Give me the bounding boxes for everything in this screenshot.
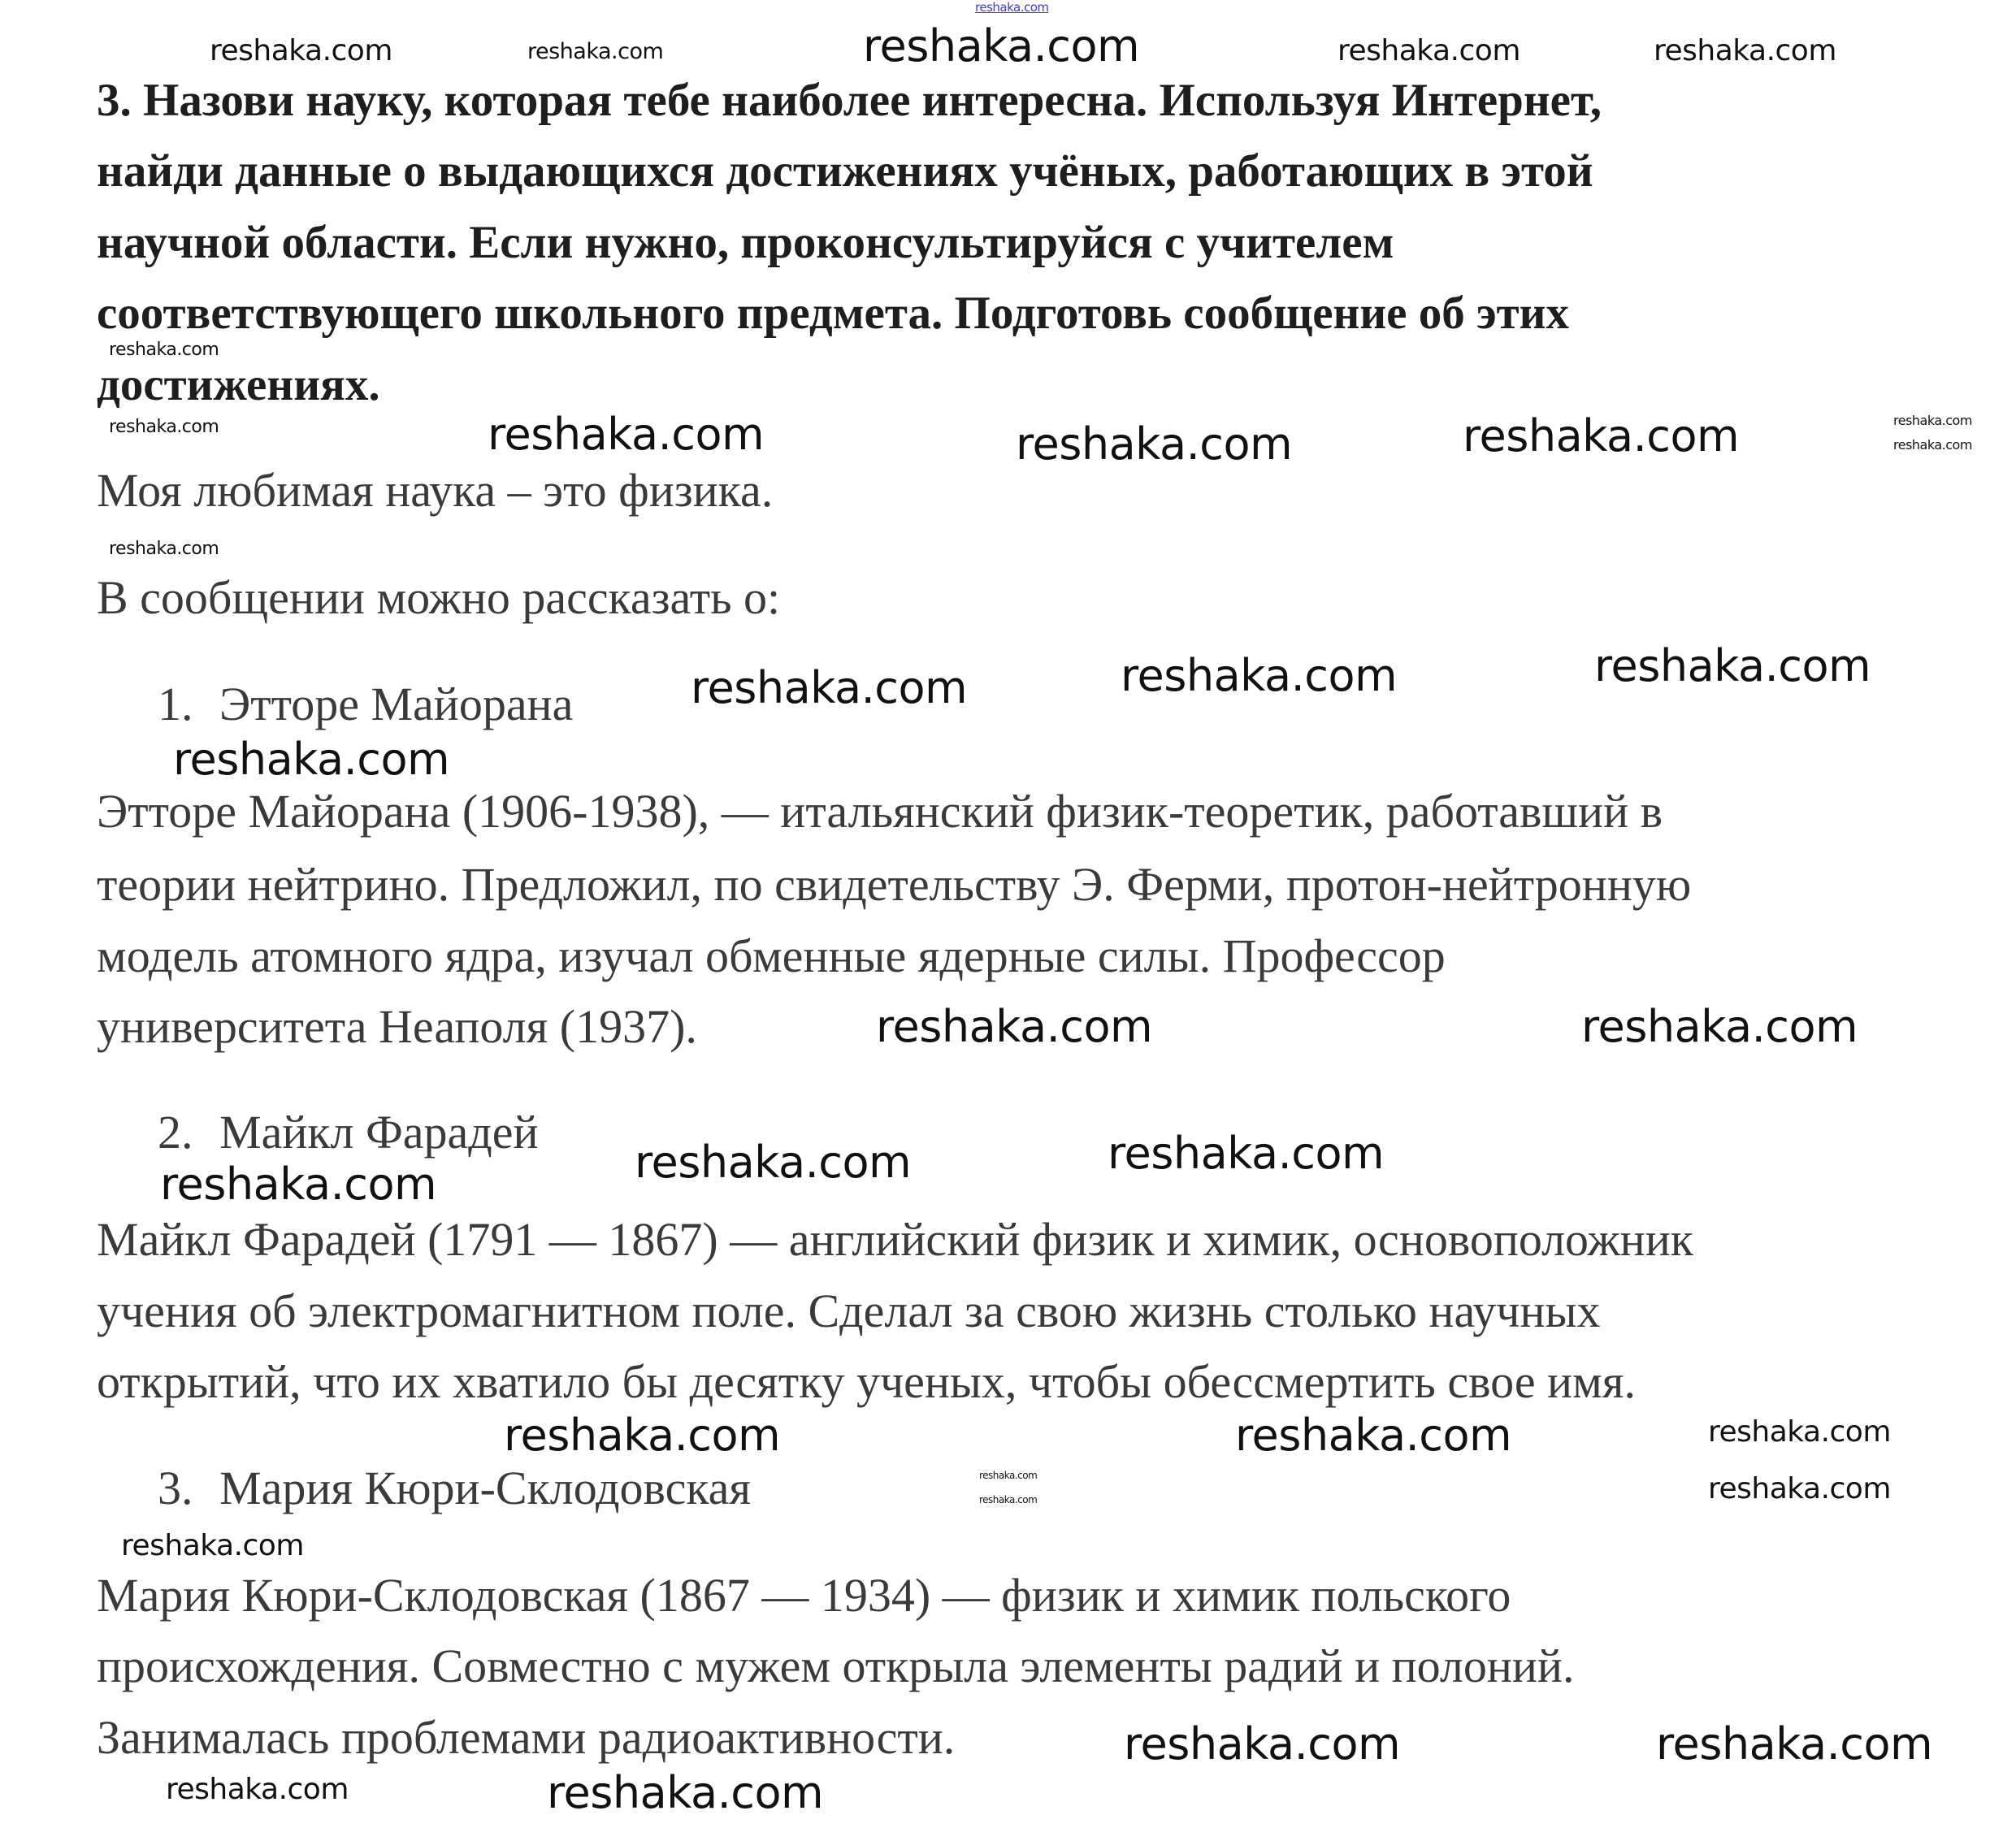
paragraph-line: Этторе Майорана (1906-1938), — итальянский физик-теоретик, работавший в [97,785,1663,838]
watermark: reshaka.com [121,1529,304,1562]
watermark: reshaka.com [109,417,219,437]
watermark: reshaka.com [979,1494,1038,1505]
watermark-link[interactable]: reshaka.com [975,0,1049,15]
paragraph-line: учения об электромагнитном поле. Сделал за свою жизнь столько научных [97,1284,1601,1337]
watermark: reshaka.com [109,340,219,360]
list-item-name: Мария Кюри-Склодовская [219,1462,752,1514]
watermark: reshaka.com [1893,413,1972,428]
intro-text: Моя любимая наука – это физика. [97,464,774,517]
task-line: 3. Назови науку, которая тебе наиболее интересна. Используя Интернет, [97,75,1602,126]
watermark: reshaka.com [109,539,219,559]
paragraph-line: Майкл Фарадей (1791 — 1867) — английский физик и химик, основоположник [97,1213,1693,1266]
watermark: reshaka.com [635,1137,912,1188]
list-number: 2. [158,1106,193,1159]
watermark: reshaka.com [1654,34,1836,67]
watermark: reshaka.com [1108,1128,1385,1179]
paragraph-line: модель атомного ядра, изучал обменные ядерные силы. Профессор [97,929,1446,982]
watermark: reshaka.com [1708,1415,1891,1449]
watermark: reshaka.com [1121,650,1398,701]
paragraph-line: Занималась проблемами радиоактивности. [97,1711,956,1764]
paragraph-line: Мария Кюри-Склодовская (1867 — 1934) — физик и химик польского [97,1569,1511,1622]
watermark: reshaka.com [876,1001,1153,1052]
task-line: достижениях. [97,359,380,410]
watermark: reshaka.com [1235,1410,1512,1461]
lead-text: В сообщении можно рассказать о: [97,571,781,624]
list-item-name: Майкл Фарадей [219,1106,539,1159]
watermark: reshaka.com [1594,640,1871,691]
paragraph-line: теории нейтрино. Предложил, по свидетельству Э. Ферми, протон-нейтронную [97,858,1692,911]
watermark: reshaka.com [173,734,450,785]
watermark: reshaka.com [1337,34,1520,67]
watermark: reshaka.com [691,662,968,713]
paragraph-line: открытий, что их хватило бы десятку ученых, чтобы обессмертить свое имя. [97,1355,1636,1408]
paragraph-line: происхождения. Совместно с мужем открыла элементы радий и полоний. [97,1640,1575,1692]
task-line: найди данные о выдающихся достижениях учёных, работающих в этой [97,145,1593,197]
watermark: reshaka.com [1708,1472,1891,1505]
watermark: reshaka.com [1581,1001,1858,1052]
list-number: 1. [158,678,193,730]
watermark: reshaka.com [160,1159,437,1210]
list-item-name: Этторе Майорана [219,678,574,730]
watermark: reshaka.com [166,1773,349,1806]
task-line: научной области. Если нужно, проконсультируйся с учителем [97,217,1394,268]
watermark: reshaka.com [210,34,392,67]
watermark: reshaka.com [1124,1718,1401,1770]
watermark: reshaka.com [1893,437,1972,453]
list-number: 3. [158,1462,193,1514]
watermark: reshaka.com [547,1767,824,1818]
watermark: reshaka.com [1656,1718,1933,1770]
watermark: reshaka.com [527,39,664,64]
watermark: reshaka.com [979,1470,1038,1481]
watermark: reshaka.com [504,1410,781,1461]
watermark: reshaka.com [488,409,765,460]
paragraph-line: университета Неаполя (1937). [97,1000,697,1053]
watermark: reshaka.com [863,20,1140,71]
watermark: reshaka.com [1016,418,1293,470]
watermark: reshaka.com [1463,410,1740,461]
task-line: соответствующего школьного предмета. Подготовь сообщение об этих [97,288,1569,339]
